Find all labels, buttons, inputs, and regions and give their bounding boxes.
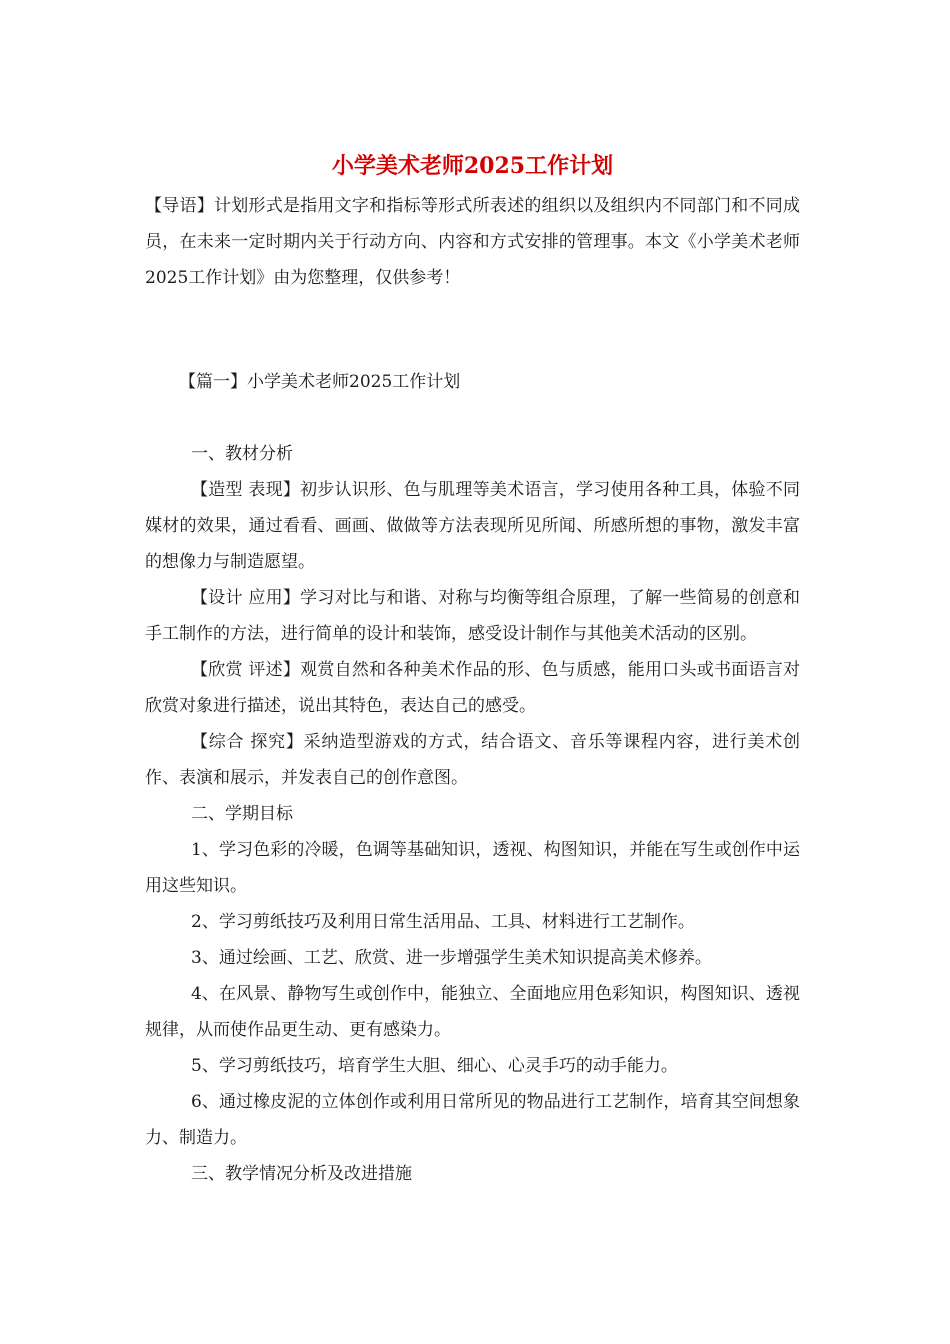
- goal-item: 4、在风景、静物写生或创作中，能独立、全面地应用色彩知识，构图知识、透视规律，从而使作品更生动、更有感染力。: [145, 984, 800, 1040]
- intro-paragraph: 【导语】计划形式是指用文字和指标等形式所表述的组织以及组织内不同部门和不同成员，在未来一定时期内关于行动方向、内容和方式安排的管理事。本文《小学美术老师2025工作计划》由为您整理，仅供参考！: [145, 196, 800, 288]
- goal-item: 3、通过绘画、工艺、欣赏、进一步增强学生美术知识提高美术修养。: [191, 948, 712, 968]
- goal-item: 5、学习剪纸技巧，培育学生大胆、细心、心灵手巧的动手能力。: [191, 1056, 678, 1076]
- section1-paragraph: 【综合 探究】采纳造型游戏的方式，结合语文、音乐等课程内容，进行美术创作、表演和展示，并发表自己的创作意图。: [145, 732, 800, 788]
- section-heading-3: 三、教学情况分析及改进措施: [191, 1164, 412, 1184]
- goal-item: 2、学习剪纸技巧及利用日常生活用品、工具、材料进行工艺制作。: [191, 912, 695, 932]
- section1-paragraph: 【欣赏 评述】观赏自然和各种美术作品的形、色与质感，能用口头或书面语言对欣赏对象进行描述，说出其特色，表达自己的感受。: [145, 660, 800, 716]
- section1-paragraph: 【设计 应用】学习对比与和谐、对称与均衡等组合原理，了解一些简易的创意和手工制作的方法，进行简单的设计和装饰，感受设计制作与其他美术活动的区别。: [145, 588, 800, 644]
- spacer: [145, 296, 800, 364]
- document-page: [145, 150, 800, 1192]
- section-heading-2: 二、学期目标: [191, 804, 293, 824]
- chapter-title: 【篇一】小学美术老师2025工作计划: [179, 372, 461, 392]
- section1-paragraph: 【造型 表现】初步认识形、色与肌理等美术语言，学习使用各种工具，体验不同媒材的效果，通过看看、画画、做做等方法表现所见所闻、所感所想的事物，激发丰富的想像力与制造愿望。: [145, 480, 800, 572]
- section-heading-1: 一、教材分析: [191, 444, 293, 464]
- document-title: 小学美术老师2025工作计划: [331, 153, 614, 179]
- spacer: [145, 400, 800, 436]
- goal-item: 1、学习色彩的冷暖，色调等基础知识，透视、构图知识，并能在写生或创作中运用这些知识。: [145, 840, 800, 896]
- goal-item: 6、通过橡皮泥的立体创作或利用日常所见的物品进行工艺制作，培育其空间想象力、制造力。: [145, 1092, 800, 1148]
